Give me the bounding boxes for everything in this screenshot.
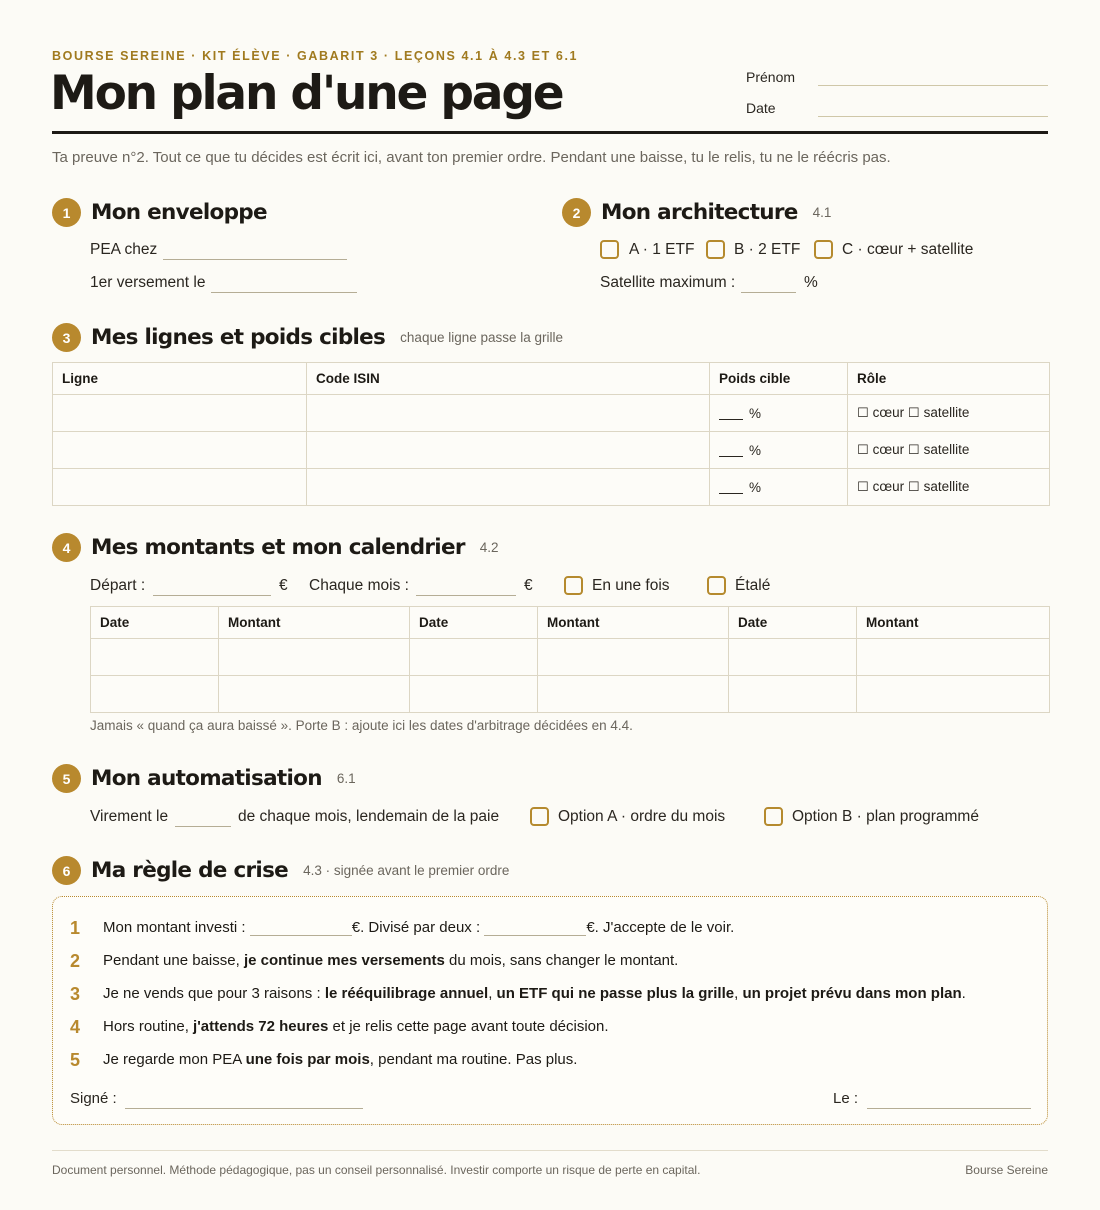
rule-5-text (103, 1051, 577, 1068)
section-4-header (52, 533, 499, 562)
architecture-b-label: B · 2 ETF (734, 241, 801, 258)
first-payment-date-field[interactable] (211, 292, 357, 293)
table-row (53, 432, 1050, 469)
section-number-badge: 5 (52, 764, 81, 793)
role-cell (848, 395, 1050, 432)
column-header: Montant (219, 607, 410, 639)
section-number-badge: 1 (52, 198, 81, 227)
column-header: Montant (538, 607, 729, 639)
depart-label: Départ : (90, 577, 146, 594)
satellite-checkbox[interactable]: ☐ (907, 442, 920, 457)
satellite-checkbox[interactable]: ☐ (907, 405, 920, 420)
target-weight-cell[interactable] (710, 432, 848, 469)
architecture-c-checkbox[interactable] (814, 240, 833, 259)
date-cell[interactable] (91, 639, 219, 676)
role-cell (848, 469, 1050, 506)
core-checkbox[interactable]: ☐ (857, 405, 869, 420)
column-header: Date (91, 607, 219, 639)
rule-number: 5 (70, 1050, 81, 1070)
rule-text-part: Je ne vends que pour 3 raisons : (103, 985, 325, 1002)
section-number-badge: 4 (52, 533, 81, 562)
rule-number: 3 (70, 984, 81, 1004)
table-row (91, 639, 1050, 676)
column-header: Ligne (53, 363, 307, 395)
satellite-max-label: Satellite maximum : (600, 274, 736, 291)
column-header: Date (729, 607, 857, 639)
invest-spread-checkbox[interactable] (707, 576, 726, 595)
section-title: Mon automatisation (91, 766, 322, 791)
pea-broker-field[interactable] (163, 259, 347, 260)
column-header: Rôle (848, 363, 1050, 395)
section-3-header (52, 323, 563, 352)
section-number-badge: 3 (52, 323, 81, 352)
rule-text-part: Hors routine, (103, 1018, 194, 1035)
page-title: Mon plan d'une page (50, 66, 563, 121)
rule-1-text (103, 919, 734, 936)
sign-date-label: Le : (833, 1090, 859, 1107)
footer-rule (52, 1150, 1048, 1151)
section-1-header (52, 198, 267, 227)
role-satellite-label: satellite (923, 479, 970, 494)
table-row (91, 676, 1050, 713)
prenom-label: Prénom (746, 69, 796, 85)
rule-text-part: et je relis cette page avant toute décision. (328, 1018, 609, 1035)
option-a-label: Option A · ordre du mois (558, 808, 726, 825)
table-row (53, 395, 1050, 432)
rule-text-part: €. Divisé par deux : (351, 919, 481, 936)
rule-text-part: du mois, sans changer le montant. (444, 952, 679, 969)
percent-sign: % (749, 405, 762, 421)
rule-emphasis: le rééquilibrage annuel (324, 985, 489, 1002)
rule-emphasis: je continue mes versements (243, 952, 445, 969)
isin-cell[interactable] (307, 432, 710, 469)
date-label: Date (746, 100, 776, 116)
isin-cell[interactable] (307, 395, 710, 432)
date-cell[interactable] (729, 639, 857, 676)
architecture-a-label: A · 1 ETF (629, 241, 695, 258)
section-5-header (52, 764, 356, 793)
transfer-day-field[interactable] (175, 826, 231, 827)
option-b-label: Option B · plan programmé (792, 808, 979, 825)
core-checkbox[interactable]: ☐ (857, 479, 869, 494)
table-header-row (53, 363, 1050, 395)
column-header: Date (410, 607, 538, 639)
satellite-checkbox[interactable]: ☐ (907, 479, 920, 494)
amount-cell[interactable] (219, 639, 410, 676)
column-header: Montant (857, 607, 1050, 639)
role-cell (848, 432, 1050, 469)
option-b-checkbox[interactable] (764, 807, 783, 826)
rule-text-part: Mon montant investi : (103, 919, 246, 936)
currency-sign: € (279, 577, 288, 594)
invest-once-label: En une fois (592, 577, 670, 594)
rule-text-part: Je regarde mon PEA (103, 1051, 246, 1068)
transfer-label: Virement le (90, 808, 169, 825)
section-hint: chaque ligne passe la grille (400, 330, 564, 345)
lesson-reference: 4.2 (479, 540, 499, 555)
lesson-reference: 6.1 (336, 771, 356, 786)
line-name-cell[interactable] (53, 432, 307, 469)
rule-3-text (103, 985, 966, 1002)
percent-sign: % (749, 442, 762, 458)
section-number-badge: 2 (562, 198, 591, 227)
rule-number: 4 (70, 1017, 81, 1037)
section-6-header (52, 856, 509, 885)
rule-text-part: . (961, 985, 966, 1002)
date-cell[interactable] (729, 676, 857, 713)
lesson-reference: 4.1 (812, 205, 832, 220)
half-amount-field[interactable] (484, 921, 586, 936)
rule-emphasis: un ETF qui ne passe plus la grille (496, 985, 735, 1002)
amount-cell[interactable] (857, 676, 1050, 713)
section-title: Mes montants et mon calendrier (91, 535, 465, 560)
column-header: Poids cible (710, 363, 848, 395)
eyebrow: BOURSE SEREINE · KIT ÉLÈVE · GABARIT 3 · LEÇONS 4.1 À 4.3 ET 6.1 (52, 49, 579, 63)
currency-sign: € (524, 577, 533, 594)
transfer-suffix: de chaque mois, lendemain de la paie (238, 808, 500, 825)
role-satellite-label: satellite (923, 442, 970, 457)
percent-sign: % (749, 479, 762, 495)
depart-amount-field[interactable] (153, 595, 271, 596)
calendar-note: Jamais « quand ça aura baissé ». Porte B : ajoute ici les dates d'arbitrage décidées en 4.4. (90, 718, 633, 733)
isin-cell[interactable] (307, 469, 710, 506)
rule-2-text (103, 952, 678, 969)
section-title: Mon enveloppe (91, 200, 267, 225)
rule-text-part: , (734, 985, 743, 1002)
target-weight-cell[interactable] (710, 395, 848, 432)
rule-emphasis: une fois par mois (245, 1051, 370, 1068)
rule-emphasis: j'attends 72 heures (193, 1018, 329, 1035)
rule-number: 2 (70, 951, 81, 971)
section-hint: 4.3 · signée avant le premier ordre (303, 863, 510, 878)
section-number-badge: 6 (52, 856, 81, 885)
monthly-label: Chaque mois : (309, 577, 409, 594)
amount-cell[interactable] (538, 639, 729, 676)
table-row (53, 469, 1050, 506)
option-a-checkbox[interactable] (530, 807, 549, 826)
role-core-label: cœur (872, 479, 905, 494)
rule-text-part: , (488, 985, 497, 1002)
rule-number: 1 (70, 918, 81, 938)
monthly-amount-field[interactable] (416, 595, 516, 596)
amount-cell[interactable] (538, 676, 729, 713)
section-title: Mon architecture (601, 200, 798, 225)
role-core-label: cœur (872, 405, 905, 420)
satellite-max-field[interactable] (741, 292, 796, 293)
weight-blank[interactable] (719, 419, 743, 420)
date-cell[interactable] (410, 676, 538, 713)
amount-cell[interactable] (857, 639, 1050, 676)
first-payment-label: 1er versement le (90, 274, 206, 291)
rule-emphasis: un projet prévu dans mon plan (742, 985, 962, 1002)
invested-amount-field[interactable] (250, 921, 352, 936)
line-name-cell[interactable] (53, 395, 307, 432)
signature-label: Signé : (70, 1090, 117, 1107)
architecture-b-checkbox[interactable] (706, 240, 725, 259)
calendar-table (90, 606, 1050, 713)
date-cell[interactable] (410, 639, 538, 676)
core-checkbox[interactable]: ☐ (857, 442, 869, 457)
pea-label: PEA chez (90, 241, 158, 258)
footer-disclaimer: Document personnel. Méthode pédagogique, pas un conseil personnalisé. Investir comporte un risque de perte en capital. (52, 1163, 701, 1177)
intro-text: Ta preuve n°2. Tout ce que tu décides est écrit ici, avant ton premier ordre. Pendant une baisse, tu le relis, tu ne le réécris pas. (52, 149, 891, 166)
architecture-c-label: C · cœur + satellite (842, 241, 974, 258)
invest-once-checkbox[interactable] (564, 576, 583, 595)
crisis-rules-box (52, 896, 1048, 1125)
date-field[interactable] (818, 116, 1048, 117)
rule-text-part: , pendant ma routine. Pas plus. (369, 1051, 578, 1068)
table-header-row (91, 607, 1050, 639)
weight-blank[interactable] (719, 456, 743, 457)
signature-field[interactable] (125, 1108, 363, 1109)
amount-cell[interactable] (219, 676, 410, 713)
line-name-cell[interactable] (53, 469, 307, 506)
header-rule (52, 131, 1048, 134)
role-satellite-label: satellite (923, 405, 970, 420)
footer-brand: Bourse Sereine (965, 1163, 1048, 1177)
invest-spread-label: Étalé (735, 577, 771, 594)
lines-table (52, 362, 1050, 506)
section-title: Mes lignes et poids cibles (91, 325, 386, 350)
weight-blank[interactable] (719, 493, 743, 494)
date-cell[interactable] (91, 676, 219, 713)
section-title: Ma règle de crise (91, 858, 289, 883)
prenom-field[interactable] (818, 85, 1048, 86)
architecture-a-checkbox[interactable] (600, 240, 619, 259)
satellite-unit: % (804, 274, 818, 291)
rule-text-part: €. J'accepte de le voir. (586, 919, 735, 936)
column-header: Code ISIN (307, 363, 710, 395)
rule-4-text (103, 1018, 609, 1035)
role-core-label: cœur (872, 442, 905, 457)
rule-text-part: Pendant une baisse, (103, 952, 244, 969)
target-weight-cell[interactable] (710, 469, 848, 506)
sign-date-field[interactable] (867, 1108, 1031, 1109)
section-2-header (562, 198, 831, 227)
